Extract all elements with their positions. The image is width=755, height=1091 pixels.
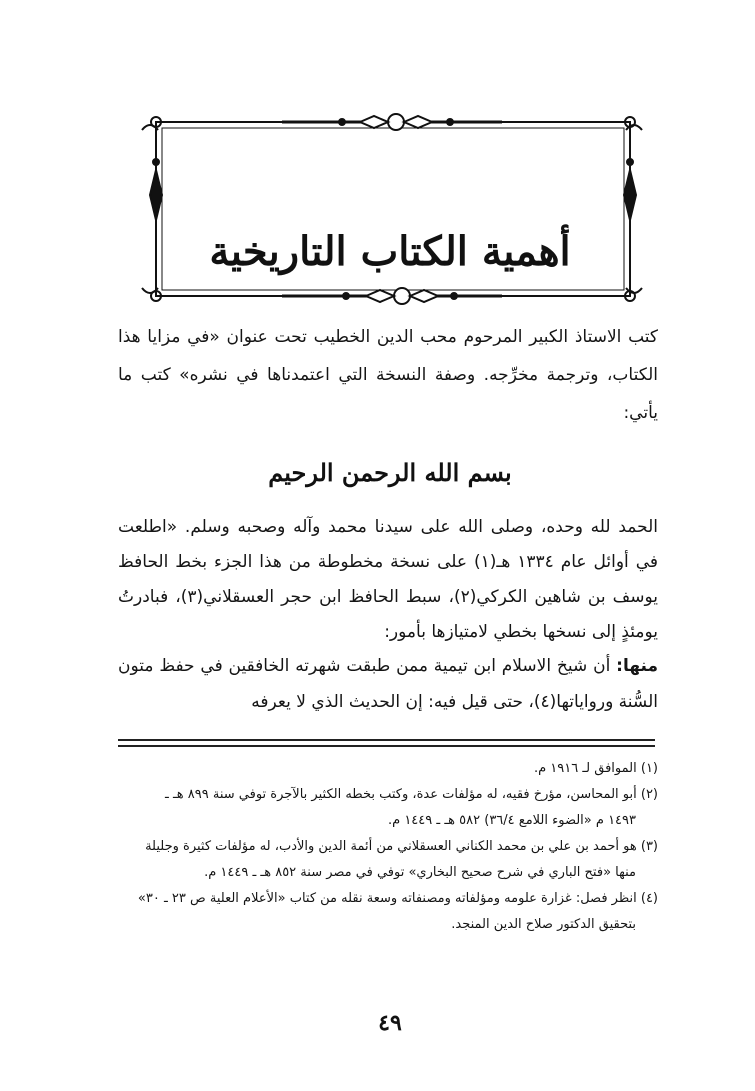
- footnote-divider: [118, 745, 655, 747]
- paragraph-text: أن شيخ الاسلام ابن تيمية ممن طبقت شهرته الخافقين في حفظ متون السُّنة ورواياتها(٤)، حتى قيل فيه: إن الحديث الذي لا يعرفه: [118, 656, 658, 712]
- footnote: [118, 782, 658, 834]
- intro-paragraph: كتب الاستاذ الكبير المرحوم محب الدين الخطيب تحت عنوان «في مزايا هذا الكتاب، وترجمة مخرِّجه. وصفة النسخة التي اعتمدناها في نشره» كتب ما يأتي:: [118, 327, 658, 423]
- paragraph-lead: منها:: [616, 656, 659, 676]
- footnote: [118, 756, 658, 782]
- footnote-line: (٣) هو أحمد بن علي بن محمد الكناني العسقلاني من أئمة الدين والأدب، له مؤلفات كثيرة وجليلة: [145, 839, 658, 854]
- footnote-line: بتحقيق الدكتور صلاح الدين المنجد.: [451, 917, 636, 932]
- page-title: أهمية الكتاب التاريخية: [209, 228, 571, 275]
- footnote-line: منها «فتح الباري في شرح صحيح البخاري» توفي في مصر سنة ٨٥٢ هـ ـ ١٤٤٩ م.: [204, 865, 636, 880]
- footnote: [118, 886, 658, 938]
- footnote-line: (٢) أبو المحاسن، مؤرخ فقيه، له مؤلفات عدة، وكتب بخطه الكثير بالآجرة توفي سنة ٨٩٩ هـ ـ: [165, 787, 658, 802]
- footnote-line: (٤) انظر فصل: غزارة علومه ومؤلفاته ومصنفاته وسعة نقله من كتاب «الأعلام العلية ص ٢٣ ـ ٣٠»: [137, 891, 658, 906]
- footnotes: [118, 756, 658, 938]
- body-paragraph-1: الحمد لله وحده، وصلى الله على سيدنا محمد وآله وصحبه وسلم. «اطلعت في أوائل عام ١٣٣٤ هـ(١) على نسخة مخطوطة من هذا الجزء بخط الحافظ يوسف بن شاهين الكركي(٢)، سبط الحافظ ابن حجر العسقلاني(٣)، فبادرتُ يومئذٍ إلى نسخها بخطي لامتيازها بأمور:: [118, 517, 659, 642]
- footnote-line: (١) الموافق لـ ١٩١٦ م.: [533, 761, 658, 776]
- footnote: [118, 834, 658, 886]
- basmala-heading: بسم الله الرحمن الرحيم: [268, 458, 512, 487]
- footnote-line: ١٤٩٣ م «الضوء اللامع ٣٦/٤) ٥٨٢ هـ ـ ١٤٤٩ م.: [388, 813, 636, 828]
- page-number: ٤٩: [378, 1010, 402, 1036]
- body-paragraph-2: [118, 648, 658, 720]
- footnote-divider: [118, 739, 655, 741]
